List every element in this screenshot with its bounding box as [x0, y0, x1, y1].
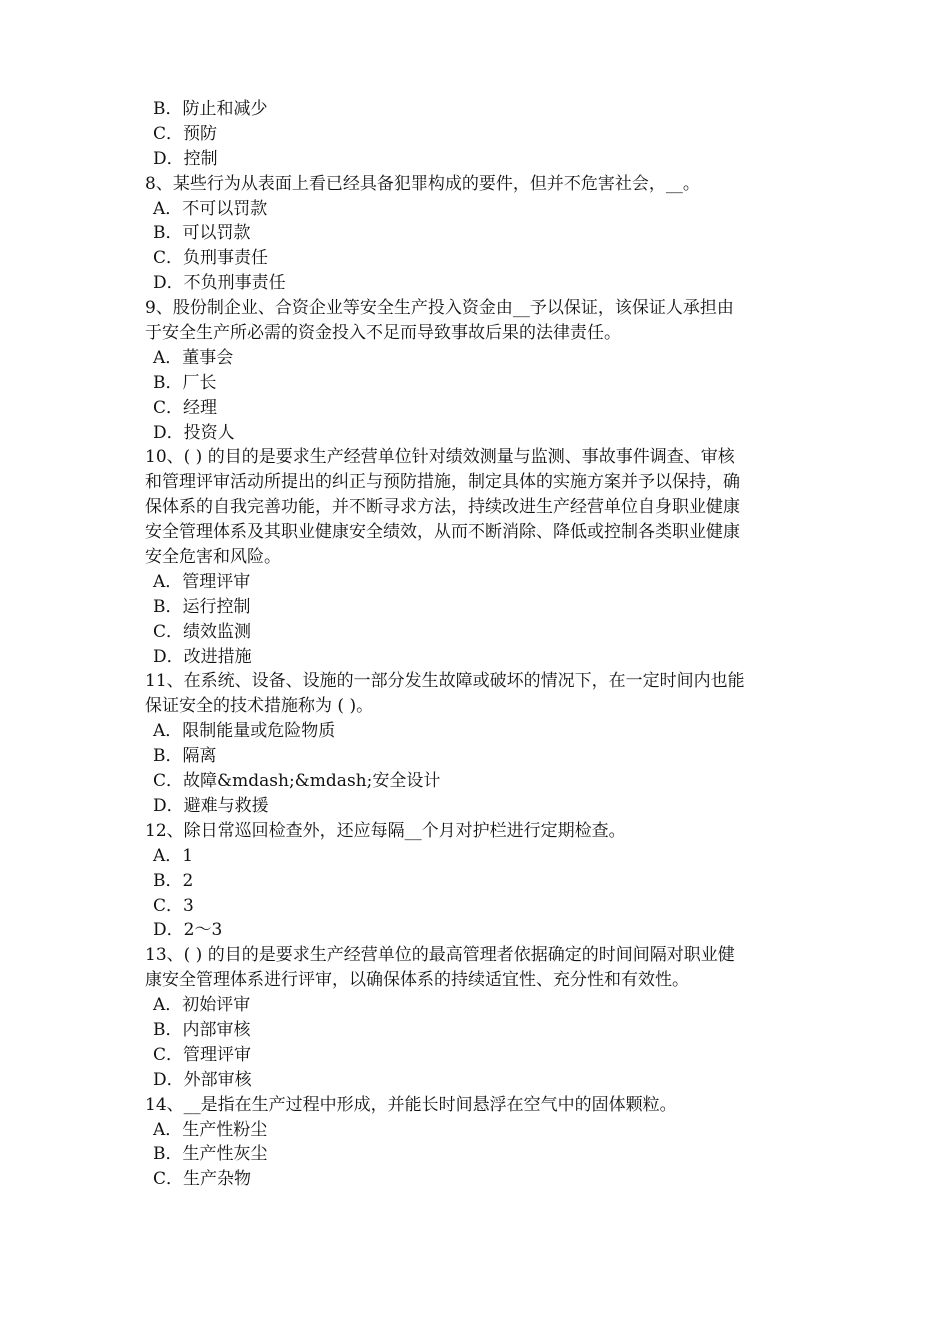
question-text-line: 10、( ) 的目的是要求生产经营单位针对绩效测量与监测、事故事件调查、审核	[145, 447, 735, 468]
answer-option: B．2	[153, 870, 194, 891]
answer-option: B．隔离	[153, 746, 217, 767]
exam-text-body	[145, 97, 817, 1192]
answer-option: B．运行控制	[153, 596, 251, 617]
answer-option: C．管理评审	[153, 1044, 252, 1065]
question-text-line: 8、某些行为从表面上看已经具备犯罪构成的要件，但并不危害社会，__。	[145, 173, 700, 194]
answer-option: D．外部审核	[153, 1069, 252, 1090]
answer-option: B．防止和减少	[153, 99, 268, 119]
answer-option: A．1	[153, 845, 194, 866]
answer-option: C．预防	[153, 123, 218, 144]
question-text-line: 14、__是指在生产过程中形成，并能长时间悬浮在空气中的固体颗粒。	[145, 1094, 677, 1115]
question-text-line: 安全管理体系及其职业健康安全绩效，从而不断消除、降低或控制各类职业健康	[145, 522, 740, 543]
answer-option: D．改进措施	[153, 646, 252, 667]
answer-option: D．控制	[153, 148, 218, 169]
answer-option: A．管理评审	[153, 571, 251, 592]
answer-option: C．生产杂物	[153, 1169, 252, 1190]
question-text-line: 康安全管理体系进行评审，以确保体系的持续适宜性、充分性和有效性。	[145, 970, 689, 991]
question-text-line: 11、在系统、设备、设施的一部分发生故障或破坏的情况下，在一定时间内也能	[145, 671, 745, 692]
question-text-line: 于安全生产所必需的资金投入不足而导致事故后果的法律责任。	[145, 323, 621, 344]
question-text-line: 12、除日常巡回检查外，还应每隔__个月对护栏进行定期检查。	[145, 820, 626, 841]
answer-option: D．不负刑事责任	[153, 273, 286, 294]
answer-option: A．初始评审	[153, 995, 251, 1016]
question-text-line: 保证安全的技术措施称为 ( )。	[145, 696, 374, 717]
answer-option: B．厂长	[153, 372, 217, 393]
answer-option: C．绩效监测	[153, 621, 252, 642]
answer-option: C．负刑事责任	[153, 248, 269, 269]
question-text-line: 保体系的自我完善功能，并不断寻求方法，持续改进生产经营单位自身职业健康	[145, 497, 740, 518]
answer-option: B．可以罚款	[153, 223, 251, 244]
answer-option: C．故障&mdash;&mdash;安全设计	[153, 771, 441, 792]
question-text-line: 安全危害和风险。	[145, 547, 281, 568]
answer-option: D．2～3	[153, 920, 223, 941]
answer-option: C．经理	[153, 397, 218, 418]
answer-option: A．不可以罚款	[153, 198, 268, 219]
answer-option: D．避难与救援	[153, 795, 269, 816]
question-text-line: 9、股份制企业、合资企业等安全生产投入资金由__予以保证，该保证人承担由	[145, 298, 734, 319]
question-text-line: 13、( ) 的目的是要求生产经营单位的最高管理者依据确定的时间间隔对职业健	[145, 945, 735, 966]
answer-option: C．3	[153, 895, 194, 916]
answer-option: A．董事会	[153, 347, 234, 368]
answer-option: A．生产性粉尘	[153, 1119, 268, 1140]
answer-option: B．内部审核	[153, 1019, 251, 1040]
answer-option: A．限制能量或危险物质	[153, 721, 336, 742]
answer-option: D．投资人	[153, 422, 235, 443]
question-text-line: 和管理评审活动所提出的纠正与预防措施，制定具体的实施方案并予以保持，确	[145, 472, 740, 493]
answer-option: B．生产性灰尘	[153, 1144, 268, 1165]
